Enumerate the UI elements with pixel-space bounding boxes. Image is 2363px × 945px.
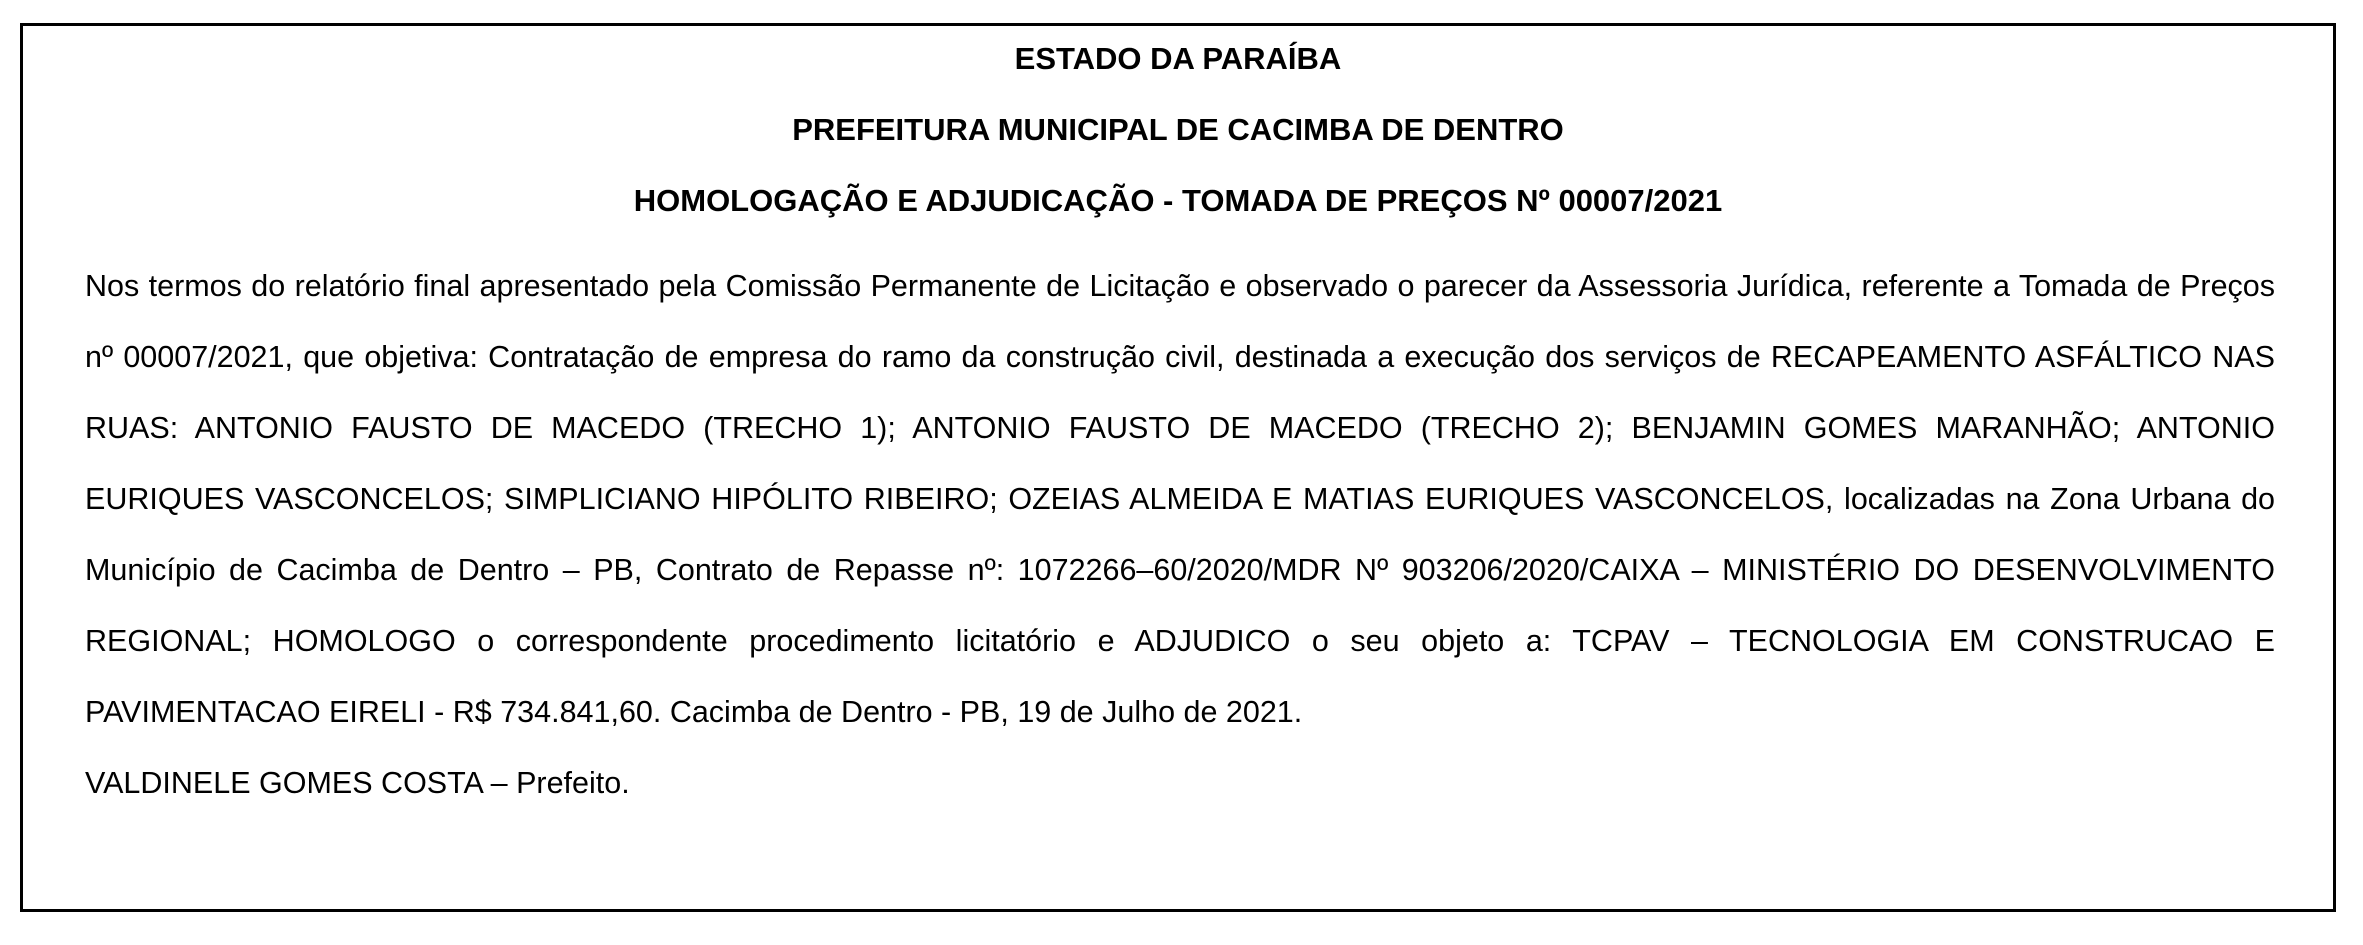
signature-line: VALDINELE GOMES COSTA – Prefeito. [85,766,630,800]
state-heading: ESTADO DA PARAÍBA [1014,41,1342,76]
document-frame [20,23,2336,912]
document-title: HOMOLOGAÇÃO E ADJUDICAÇÃO - TOMADA DE PREÇOS Nº 00007/2021 [633,183,1723,218]
body-paragraph-container [85,251,2275,748]
municipality-heading: PREFEITURA MUNICIPAL DE CACIMBA DE DENTRO [792,112,1564,147]
body-paragraph: Nos termos do relatório final apresentado pela Comissão Permanente de Licitação e observado o parecer da Assessoria Jurídica, referente a Tomada de Preços nº 00007/2021, que objetiva: Contratação de empresa do ramo da construção civil, destinada a execução dos serviços de RECAPEAMENTO ASFÁLTICO NAS RUAS: ANTONIO FAUSTO DE MACEDO (TRECHO 1); ANTONIO FAUSTO DE MACEDO (TRECHO 2); BENJAMIN GOMES MARANHÃO; ANTONIO EURIQUES VASCONCELOS; SIMPLICIANO HIPÓLITO RIBEIRO; OZEIAS ALMEIDA E MATIAS EURIQUES VASCONCELOS, localizadas na Zona Urbana do Município de Cacimba de Dentro – PB, Contrato de Repasse nº: 1072266–60/2020/MDR Nº 903206/2020/CAIXA – MINISTÉRIO DO DESENVOLVIMENTO REGIONAL; HOMOLOGO o correspondente procedimento licitatório e ADJUDICO o seu objeto a: TCPAV – TECNOLOGIA EM CONSTRUCAO E PAVIMENTACAO EIRELI - R$ 734.841,60. Cacimba de Dentro - PB, 19 de Julho de 2021. [85,269,2275,729]
